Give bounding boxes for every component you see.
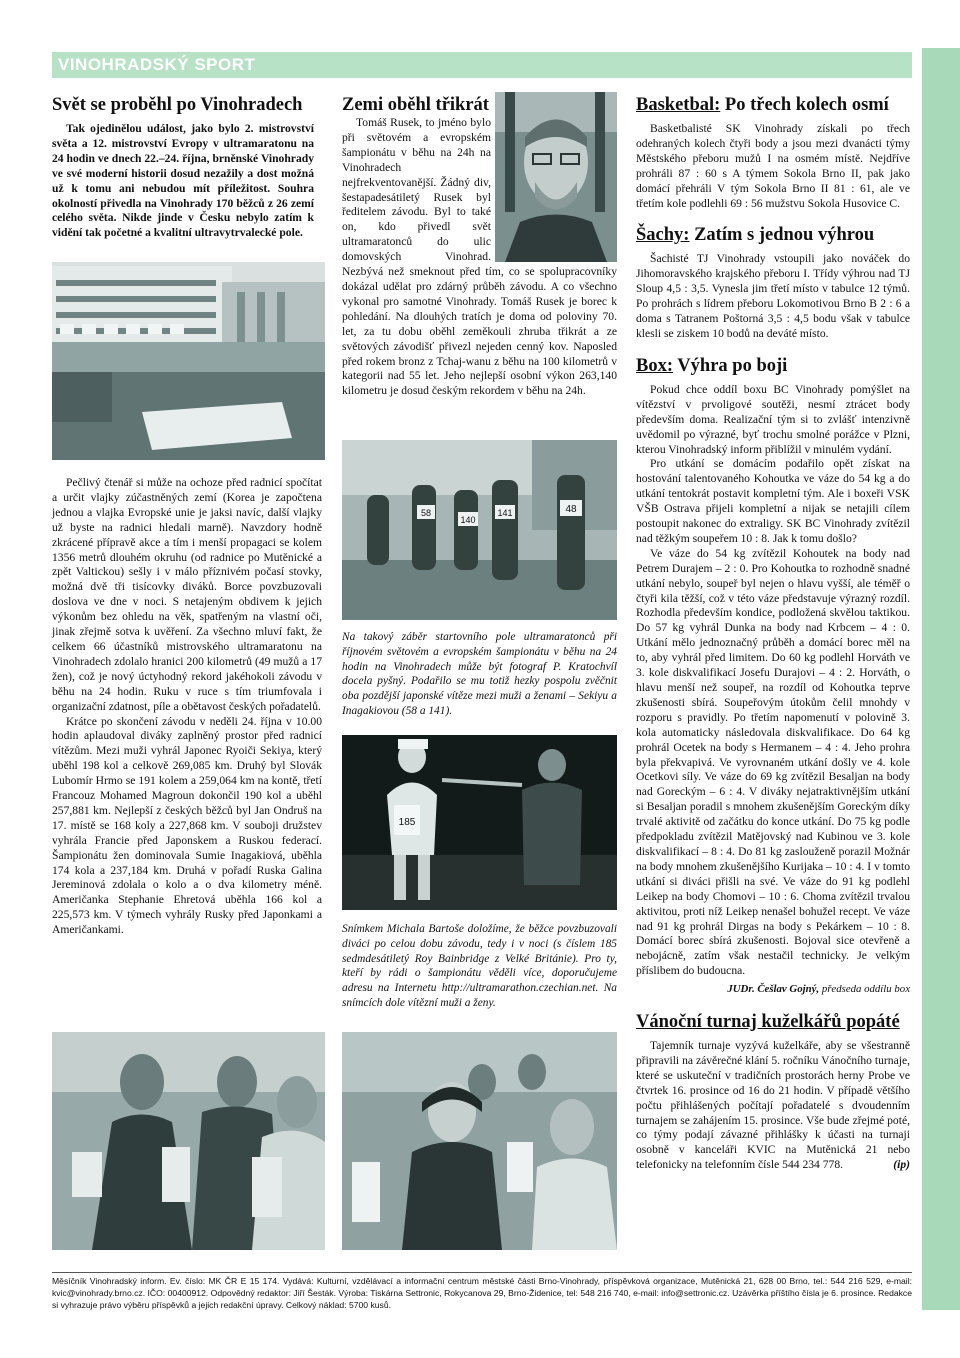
night-runner-caption: Snímkem Michala Bartoše doložíme, že běžce povzbuzovali diváci po celou dobu závodu, tedy i v noci (s číslem 185 sedmdesátiletý Roy Bainbridge z Velké Británie). Pro ty, kteří by rádi o šampionátu věděli více, doporučujeme adresu na Internetu http://ultramarathon.czechian.net. Na snímcích dole vítězní muži a ženy. — [342, 923, 617, 1009]
side-color-band — [922, 48, 960, 1310]
kegel-text-body: Tajemník turnaje vyzývá kuželkáře, aby se všestranně připravili na závěrečné klání 5. ročníku Vánočního turnaje, které se uskuteční v tradičních prostorách herny Probe ve čtvrtek 16. prosince od 16 do 21 hodin. V případě většího počtu přihlášených počítají pořadatelé s dvoudenním turnajem se zahájením 15. prosince. Vše bude zřejmé poté, co týmy podají závazné přihlášky k účasti na turnaji osobně v kanceláři KVIC na Mutěnická 21 nebo telefonicky na telefonním čísle 544 234 778. — [636, 1039, 910, 1172]
left-article — [52, 94, 314, 241]
bib-140: 140 — [460, 515, 476, 525]
chess-title-rest: Zatím s jednou výhrou — [689, 225, 875, 246]
bib-58: 58 — [420, 508, 432, 518]
middle-article-text: Tomáš Rusek, to jméno bylo při světovém a evropském šampionátu v běhu na 24h na Vinohradech nejfrekventovanější. Žádný div, šestapadesátiletý Rusek byl ředitelem závodu. Byl to také on, kdo přivedl svět ultramaratonců do ulic domovských Vinohrad. Nezbývá než smeknout před tím, co se spolupracovníky dokázal udělat pro zdárný průběh závodu. A co všechno vykonal pro samotné Vinohrady. Tomáš Rusek je borec k pohledání. Na dlouhých tratích je doma od poloviny 70. let, za tu dobu oběhl zeměkouli zhruba třikrát a ze světových závodišť přivezl nejeden cenný kov. Naposled před rokem bronz z Tchaj-wanu z běhu na 100 kilometrů v kategorii nad 55 let. Jeho nejlepší osobní výkon 263,140 kilometru je dosud českým rekordem v běhu na 24h. — [342, 116, 617, 398]
bib-48: 48 — [565, 504, 577, 515]
bib-141: 141 — [497, 508, 513, 518]
imprint-text: Měsíčník Vinohradský inform. Ev. číslo: MK ČR E 15 174. Vydává: Kulturní, vzdělávací a informační centrum městské části Brno-Vinohrady, příspěvková organizace, Mutěnická 21, 628 00 Brno, tel.: 544 216 529, e-mail: kvic@vinohrady.brno.cz. IČO: 00400912. Odpovědný redaktor: Jiří Šesták. Výroba: Tiskárna Settronic, Rokycanova 29, Brno-Židenice, tel: 548 216 740, e-mail: info@settronic.cz. Uzávěrka příštího čísla je 6. prosince. Redakce si vyhrazuje právo výběru příspěvků a jejich redakční úpravy. Celkový náklad: 5700 kusů. — [52, 1276, 912, 1310]
chess-title — [636, 224, 910, 246]
start-field-caption: Na takový záběr startovního pole ultramaratonců při říjnovém světovém a evropském šampionátu v běhu na 24 hodin na Vinohradech může být fotograf P. Kratochvíl docela pyšný. Podařilo se mu totiž hezky pospolu zvěčnit oba pozdější japonské vítěze mezi muži a ženami – Sekiyu a Inagakiovou (58 a 141). — [342, 631, 617, 717]
box-signature-role: předseda oddílu box — [819, 983, 910, 996]
imprint-footer — [52, 1272, 912, 1311]
basketball-text: Basketbalisté SK Vinohrady získali po třech odehraných kolech čtyři body a jsou mezi dvanácti týmy Městského přeboru mužů I na osmém místě. Nejdříve prohráli 87 : 60 s A týmem Sokola Brno II, pak jako domácí přehráli V tým Sokola Brno II 81 : 61, ale ve třetím kole podlehli 69 : 56 mužstvu Sokola Husovice C. — [636, 122, 910, 210]
box-paragraph-2: Pro utkání se domácím podařilo opět získat na hostování talentovaného Kohoutka ve váze do 54 kg a do utkání tentokrát postavit kompletní tým. Ale i boxeři VSK VŠB Ostrava přijeli kompletní a nijak se netajili cílem postoupit nakonec do extraligy. SK BC Vinohrady zvítězil nad těžkým soupeřem 10 : 8. Jak k tomu došlo? — [636, 457, 910, 545]
left-article-body — [52, 476, 322, 938]
building-flags-photo — [52, 262, 325, 460]
kegel-title — [636, 1011, 910, 1033]
box-signature-name: JUDr. Češlav Gojný, — [727, 983, 820, 996]
middle-article-title: Zemi oběhl třikrát — [342, 95, 489, 115]
footer-rule — [52, 1272, 912, 1273]
right-column — [636, 94, 910, 1173]
basketball-keyword: Basketbal: — [636, 95, 721, 115]
box-keyword: Box: — [636, 355, 673, 376]
kegel-title-text: Vánoční turnaj kuželkářů popáté — [636, 1012, 900, 1033]
box-title — [636, 355, 910, 377]
kegel-signature: (ip) — [893, 1158, 910, 1172]
left-paragraph-2: Krátce po skončení závodu v neděli 24. října v 10.00 hodin aplaudoval diváky zaplněný prostor před radnicí vítězům. Mezi muži vyhrál Japonec Ryoiči Sekiya, který uběhl 198 kol a celkově 269,085 km. Druhý byl Slovák Lubomír Hrmo se 191 kolem a 259,064 km na kontě, třetí Francouz Mohamed Magroun dokončil 190 kol a uběhl 257,881 km. Nejlepší z českých běžců byl Jan Ondruš na 17. místě se 168 koly a 227,868 km. V souboji družstev vyhrála Francie před Japonskem a Ruskou federací. Šampionátu žen dominovala Sumie Inagakiová, uběhla 174 kola a 237,184 km. Druhá v pořadí Ruska Galina Jereminová zdolala o kolo a o dva kilometry méně. Američanka Stephanie Ehretová uběhla 166 kol a 225,573 km. V týmech vyhrály Rusky před Japonkami a Američankami. — [52, 714, 322, 937]
section-title: VINOHRADSKÝ SPORT — [58, 55, 256, 74]
chess-keyword: Šachy: — [636, 225, 690, 246]
portrait-wrap-spacer — [491, 116, 617, 258]
middle-text-wrap — [342, 116, 617, 399]
box-title-rest: Výhra po boji — [673, 355, 788, 376]
box-paragraph-1: Pokud chce oddíl boxu BC Vinohrady pomýšlet na vítězství v prvoligové soutěži, nesmí ztrácet body především doma. Realizační tým si to zvlášť intenzivně uvědomil po výrazné, byť trochu smolné porážce v Plzni, kterou Vinohradský inform přiblížil v minulém vydání. — [636, 382, 910, 456]
section-header-bar — [52, 52, 912, 78]
winners-men-photo — [52, 1032, 325, 1250]
left-article-lead: Tak ojedinělou událost, jako bylo 2. mistrovství světa a 12. mistrovství Evropy v ultramaratonu na 24 hodin ve dnech 22.–24. října, brněnské Vinohrady ve své moderní historii dosud nezažily a dost možná už k tomu ani nebudou mít příležitost. Souhra okolností přivedla na Vinohrady 170 běžců z 26 zemí celého světa. Nikde jinde v Česku nebylo zatím k vidění tak početné a kvalitní ultravytrvalecké pole. — [52, 122, 314, 240]
winners-women-photo — [342, 1032, 617, 1250]
start-field-photo — [342, 440, 617, 620]
box-paragraph-3: Ve váze do 54 kg zvítězil Kohoutek na body nad Petrem Durajem – 2 : 0. Pro Kohoutka to rozhodně snadné utkání nebylo, soupeř byl nejen o hlavu vyšší, ale téměř o čtyři kila těžší, což v této váze představuje výrazný rozdíl. Rozhodla především kondice, podložená skvělou taktikou. Do 57 kg vyhrál Dunka na body nad Krbcem – 4 : 0. Utkání mělo jednoznačný průběh a domácí borec měl na to, aby vyhrál před limitem. Do 60 kg podlehl Horváth ve 3. kole diskvalifikací Josefu Durajovi – 4 : 2. Horváth, o hlavu menší než soupeř, na rozdíl od Kohoutka teprve zkušenosti sbírá. Soupeřovým útokům čelil mnohdy v rozporu s pravidly. Po třetím napomenutí v polovině 3. kola automaticky následovala diskvalifikace. Do 64 kg prohrál Ocetek na body s Hermanem – 4 : 4. Jeho prohra byla překvapivá. Ve vyrovnaném utkání došly ve 4. kole Ocetkovi síly. Ve váze do 69 kg zvítězil Besaljan na body nad Goreckým – 6 : 4. V diváky nejatraktivnějším utkání si Besaljan poradil s mnohem zkušenějším Goreckým díky trvalé aktivitě od začátku do konce utkání. Do 75 kg podle předpokladu zvítězil Matějovský nad Kubinou ve 3. kole diskvalifikací – 8 : 4. Do 81 kg zaslouženě porazil Možnár na body mnohem zkušenějšího Kurijaka – 10 : 4. I v tomto utkání si diváci přišli na své. Ve váze do 91 kg podlehl Leikep na body Chomovi – 10 : 6. Choma zvítězil trvalou aktivitou, proti níž Leikep nenašel bohužel recept. Ve váze nad 91 kg prohrál Dirgas na body s Pekárkem – 10 : 8. Domácí borec sbírá zkušenosti. Bojoval sice otevřeně a nebojácně, zatím však nestačil technicky. Je velkým příslibem do budoucna. — [636, 546, 910, 978]
kegel-text — [636, 1039, 910, 1173]
left-article-title: Svět se proběhl po Vinohradech — [52, 95, 303, 115]
chess-text: Šachisté TJ Vinohrady vstoupili jako nováček do Jihomoravského krajského přeboru I. Třídy výhrou nad TJ Sloup 4,5 : 3,5. Vynesla jim třetí místo v tabulce 12 týmů. Po prohrách s lídrem přeboru Lokomotivou Brno B 2 : 6 a doma s Tatranem Poštorná 3,5 : 4,5 bodu však v tabulce klesli se ziskem 10 bodů na deváté místo. — [636, 252, 910, 340]
basketball-title-rest: Po třech kolech osmí — [720, 95, 889, 115]
left-paragraph-1: Pečlivý čtenář si může na ochoze před radnicí spočítat a určit vlajky zúčastněných zemí (Korea je započtena jednou a vlajka Evropské unie je jaksi navíc, další vlajky už byste na radnici hledali marně). Navzdory hodně zkrácené přípravě akce a tím i menší propagaci se kolem 1356 metrů dlouhém okruhu (od radnice po Mutěnické a zpět Valtickou) sešly i v málo příznivém počasí stovky, možná dvě tři tisícovky diváků. Borce povzbuzovali doslova ve dne v noci. S netajeným obdivem k jejich výkonům bez ohledu na věk, spatřeným na vlastní oči, jinak zřejmě sotva k uvěření. Za všechno mluví fakt, že celkem 66 účastníků mistrovského ultramaratonu na Vinohradech zdolalo hranici 200 kilometrů (49 mužů a 17 žen), což je nový úctyhodný rekord jakéhokoli závodu v běhu na 24 hodin. Ruku v ruce s tím triumfovala i organizační zdatnost, píle a obětavost českých pořadatelů. — [52, 476, 322, 713]
box-signature — [636, 982, 910, 997]
night-runner-photo — [342, 735, 617, 910]
basketball-title — [636, 94, 910, 116]
bib-185: 185 — [398, 817, 416, 828]
